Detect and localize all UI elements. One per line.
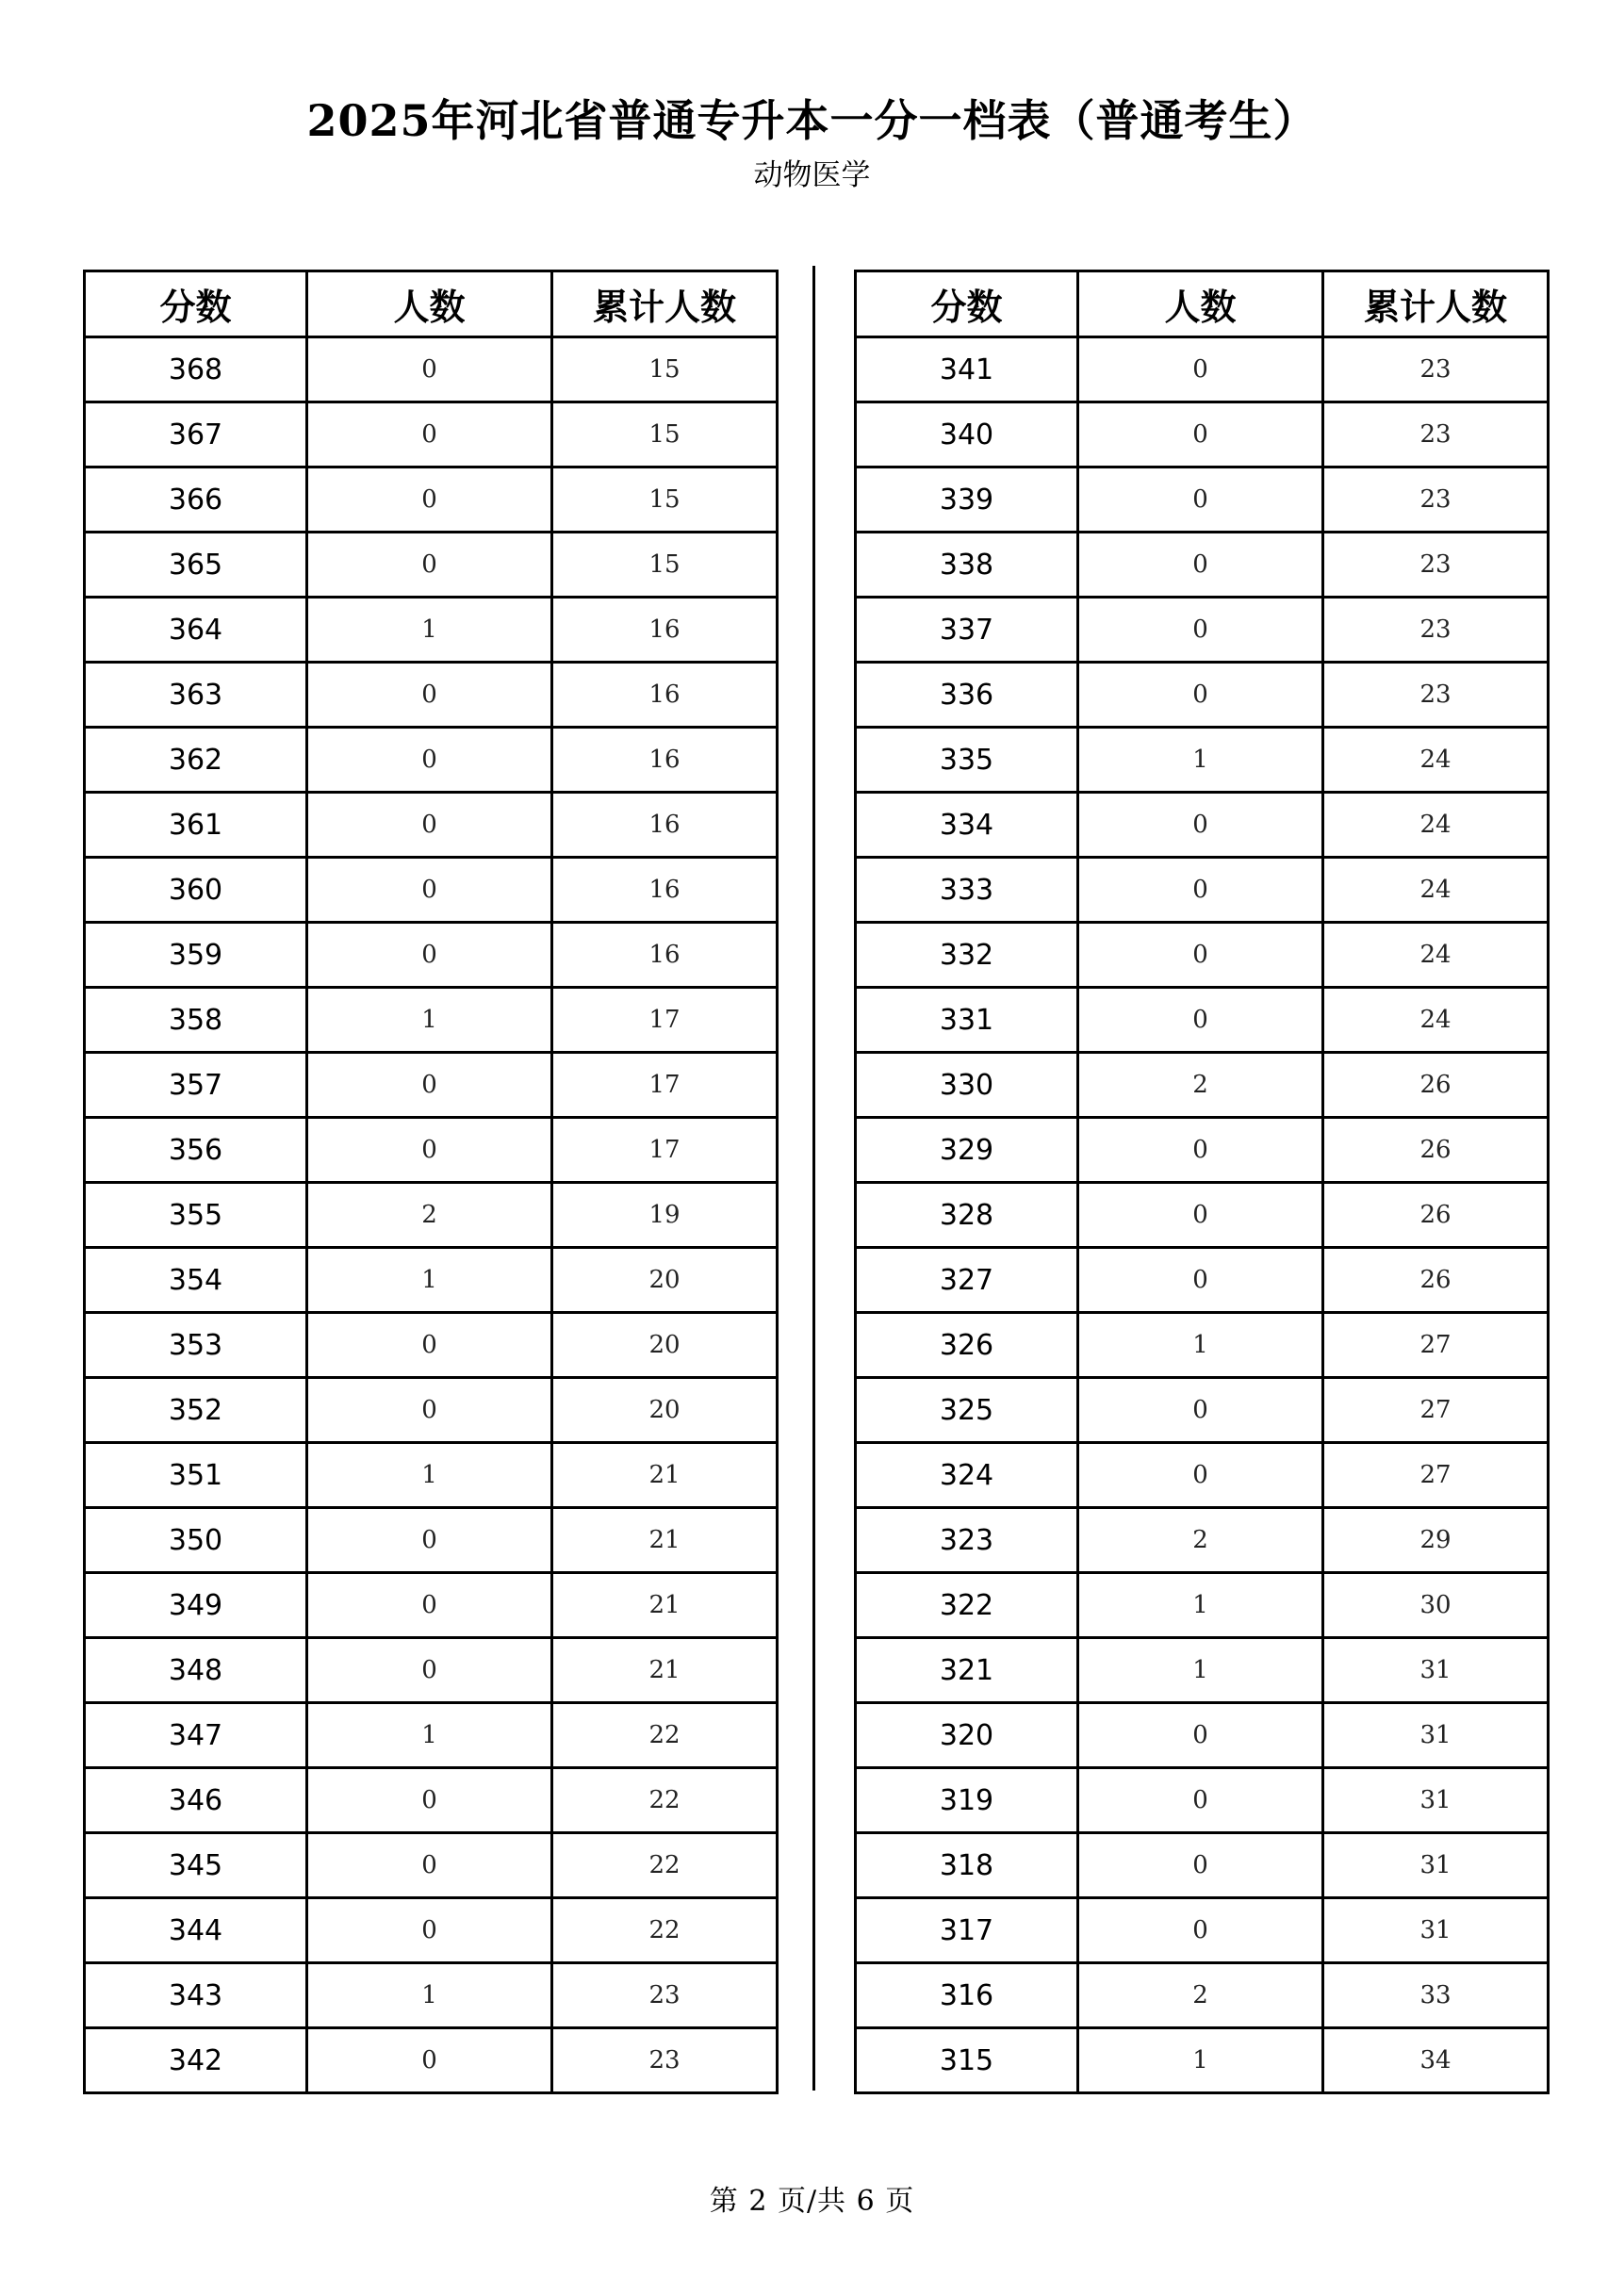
cell-count: 0 (307, 402, 552, 467)
cell-count: 0 (307, 2028, 552, 2093)
cell-score: 344 (85, 1898, 307, 1963)
table-row (856, 1183, 1549, 1248)
cell-cumulative: 23 (1323, 337, 1549, 402)
cell-score: 364 (85, 598, 307, 663)
table-row (85, 337, 778, 402)
cell-cumulative: 17 (552, 1118, 778, 1183)
cell-count: 0 (1078, 1768, 1323, 1833)
table-row (856, 1248, 1549, 1313)
cell-cumulative: 26 (1323, 1248, 1549, 1313)
cell-count: 0 (307, 337, 552, 402)
cell-count: 0 (307, 1898, 552, 1963)
cell-cumulative: 24 (1323, 793, 1549, 858)
table-row (856, 1508, 1549, 1573)
cell-cumulative: 26 (1323, 1183, 1549, 1248)
cell-count: 1 (1078, 2028, 1323, 2093)
cell-count: 0 (1078, 793, 1323, 858)
table-row (85, 1313, 778, 1378)
table-row (856, 1768, 1549, 1833)
cell-count: 0 (307, 923, 552, 988)
cell-score: 336 (856, 663, 1078, 728)
table-row (856, 1833, 1549, 1898)
cell-cumulative: 27 (1323, 1443, 1549, 1508)
cell-cumulative: 27 (1323, 1378, 1549, 1443)
table-row (856, 1573, 1549, 1638)
cell-cumulative: 30 (1323, 1573, 1549, 1638)
cell-count: 0 (1078, 1898, 1323, 1963)
cell-count: 0 (1078, 1248, 1323, 1313)
cell-score: 329 (856, 1118, 1078, 1183)
table-row (85, 858, 778, 923)
cell-count: 0 (1078, 598, 1323, 663)
cell-count: 1 (307, 1443, 552, 1508)
cell-score: 323 (856, 1508, 1078, 1573)
table-row (85, 1638, 778, 1703)
cell-score: 348 (85, 1638, 307, 1703)
table-row (85, 663, 778, 728)
cell-score: 325 (856, 1378, 1078, 1443)
cell-score: 362 (85, 728, 307, 793)
cell-count: 0 (307, 1118, 552, 1183)
cell-count: 0 (1078, 1183, 1323, 1248)
cell-cumulative: 31 (1323, 1703, 1549, 1768)
cell-count: 1 (1078, 1313, 1323, 1378)
table-row (85, 728, 778, 793)
cell-cumulative: 16 (552, 663, 778, 728)
table-row (85, 1378, 778, 1443)
cell-score: 331 (856, 988, 1078, 1053)
table-row (85, 1053, 778, 1118)
cell-score: 358 (85, 988, 307, 1053)
cell-score: 349 (85, 1573, 307, 1638)
cell-cumulative: 22 (552, 1768, 778, 1833)
cell-count: 1 (307, 1248, 552, 1313)
cell-score: 367 (85, 402, 307, 467)
cell-cumulative: 15 (552, 337, 778, 402)
table-row (85, 1118, 778, 1183)
table-row (856, 1963, 1549, 2028)
table-row (856, 1703, 1549, 1768)
table-row (85, 1898, 778, 1963)
cell-cumulative: 16 (552, 793, 778, 858)
table-row (856, 923, 1549, 988)
table-row (856, 1118, 1549, 1183)
table-row (856, 858, 1549, 923)
cell-cumulative: 34 (1323, 2028, 1549, 2093)
table-row (856, 1378, 1549, 1443)
table-row (856, 793, 1549, 858)
score-table-right (854, 270, 1550, 2094)
cell-count: 0 (1078, 923, 1323, 988)
cell-cumulative: 24 (1323, 923, 1549, 988)
cell-cumulative: 20 (552, 1313, 778, 1378)
header-score: 分数 (85, 271, 307, 337)
table-row (856, 663, 1549, 728)
cell-score: 342 (85, 2028, 307, 2093)
table-row (856, 728, 1549, 793)
cell-score: 350 (85, 1508, 307, 1573)
table-row (856, 1638, 1549, 1703)
cell-score: 339 (856, 467, 1078, 533)
cell-count: 0 (1078, 467, 1323, 533)
cell-score: 347 (85, 1703, 307, 1768)
cell-cumulative: 22 (552, 1898, 778, 1963)
table-row (856, 533, 1549, 598)
cell-count: 0 (1078, 402, 1323, 467)
cell-cumulative: 23 (1323, 467, 1549, 533)
cell-cumulative: 17 (552, 988, 778, 1053)
table-header-row (856, 271, 1549, 337)
cell-score: 368 (85, 337, 307, 402)
cell-cumulative: 22 (552, 1703, 778, 1768)
table-row (85, 1768, 778, 1833)
cell-score: 319 (856, 1768, 1078, 1833)
cell-cumulative: 24 (1323, 988, 1549, 1053)
cell-cumulative: 15 (552, 467, 778, 533)
table-row (85, 1183, 778, 1248)
cell-cumulative: 23 (1323, 533, 1549, 598)
score-table-left (83, 270, 779, 2094)
cell-count: 0 (307, 533, 552, 598)
cell-cumulative: 16 (552, 728, 778, 793)
cell-score: 328 (856, 1183, 1078, 1248)
cell-score: 354 (85, 1248, 307, 1313)
cell-count: 1 (307, 988, 552, 1053)
cell-score: 338 (856, 533, 1078, 598)
column-divider (812, 266, 815, 2091)
cell-score: 365 (85, 533, 307, 598)
cell-score: 345 (85, 1833, 307, 1898)
table-row (856, 337, 1549, 402)
cell-score: 355 (85, 1183, 307, 1248)
cell-score: 337 (856, 598, 1078, 663)
cell-count: 0 (307, 728, 552, 793)
cell-score: 321 (856, 1638, 1078, 1703)
cell-cumulative: 23 (1323, 663, 1549, 728)
cell-score: 320 (856, 1703, 1078, 1768)
cell-cumulative: 26 (1323, 1053, 1549, 1118)
table-row (85, 598, 778, 663)
cell-count: 0 (307, 1638, 552, 1703)
cell-count: 0 (1078, 663, 1323, 728)
table-row (85, 533, 778, 598)
cell-count: 0 (307, 1573, 552, 1638)
cell-count: 0 (307, 1768, 552, 1833)
cell-count: 1 (1078, 1638, 1323, 1703)
table-row (85, 2028, 778, 2093)
header-count: 人数 (307, 271, 552, 337)
table-row (85, 1443, 778, 1508)
table-row (85, 1248, 778, 1313)
cell-score: 317 (856, 1898, 1078, 1963)
cell-count: 2 (1078, 1963, 1323, 2028)
cell-score: 316 (856, 1963, 1078, 2028)
cell-count: 2 (1078, 1508, 1323, 1573)
cell-score: 332 (856, 923, 1078, 988)
cell-count: 0 (307, 1053, 552, 1118)
table-row (856, 1443, 1549, 1508)
table-row (85, 793, 778, 858)
cell-score: 353 (85, 1313, 307, 1378)
cell-cumulative: 23 (1323, 598, 1549, 663)
cell-count: 0 (307, 1508, 552, 1573)
cell-count: 0 (1078, 1833, 1323, 1898)
cell-cumulative: 31 (1323, 1768, 1549, 1833)
cell-cumulative: 15 (552, 402, 778, 467)
table-row (85, 402, 778, 467)
table-row (85, 1573, 778, 1638)
page-title: 2025年河北省普通专升本一分一档表（普通考生） (306, 95, 1318, 146)
cell-cumulative: 27 (1323, 1313, 1549, 1378)
cell-count: 0 (307, 1313, 552, 1378)
table-row (856, 988, 1549, 1053)
cell-score: 357 (85, 1053, 307, 1118)
cell-score: 335 (856, 728, 1078, 793)
cell-count: 0 (1078, 988, 1323, 1053)
cell-count: 0 (307, 858, 552, 923)
cell-score: 322 (856, 1573, 1078, 1638)
table-header-row (85, 271, 778, 337)
table-row (85, 1703, 778, 1768)
cell-cumulative: 16 (552, 598, 778, 663)
cell-count: 1 (307, 598, 552, 663)
cell-count: 1 (307, 1703, 552, 1768)
table-row (856, 1053, 1549, 1118)
cell-count: 0 (1078, 1118, 1323, 1183)
cell-score: 343 (85, 1963, 307, 2028)
cell-score: 315 (856, 2028, 1078, 2093)
cell-cumulative: 21 (552, 1508, 778, 1573)
cell-count: 0 (307, 793, 552, 858)
cell-score: 341 (856, 337, 1078, 402)
cell-count: 0 (1078, 337, 1323, 402)
cell-count: 0 (1078, 533, 1323, 598)
cell-score: 366 (85, 467, 307, 533)
table-row (856, 598, 1549, 663)
cell-cumulative: 29 (1323, 1508, 1549, 1573)
cell-cumulative: 24 (1323, 728, 1549, 793)
cell-count: 2 (307, 1183, 552, 1248)
cell-count: 0 (307, 663, 552, 728)
cell-score: 327 (856, 1248, 1078, 1313)
cell-cumulative: 20 (552, 1248, 778, 1313)
cell-score: 340 (856, 402, 1078, 467)
cell-score: 330 (856, 1053, 1078, 1118)
cell-count: 2 (1078, 1053, 1323, 1118)
cell-cumulative: 19 (552, 1183, 778, 1248)
header-cumulative: 累计人数 (1323, 271, 1549, 337)
cell-cumulative: 16 (552, 858, 778, 923)
cell-count: 0 (307, 1378, 552, 1443)
table-row (85, 1508, 778, 1573)
cell-score: 318 (856, 1833, 1078, 1898)
cell-score: 333 (856, 858, 1078, 923)
cell-count: 0 (1078, 1703, 1323, 1768)
cell-count: 0 (307, 467, 552, 533)
cell-count: 0 (1078, 858, 1323, 923)
cell-cumulative: 22 (552, 1833, 778, 1898)
cell-cumulative: 31 (1323, 1638, 1549, 1703)
table-row (85, 1963, 778, 2028)
table-row (856, 1313, 1549, 1378)
cell-cumulative: 20 (552, 1378, 778, 1443)
header-count: 人数 (1078, 271, 1323, 337)
table-row (856, 2028, 1549, 2093)
cell-cumulative: 23 (552, 1963, 778, 2028)
cell-count: 1 (307, 1963, 552, 2028)
cell-cumulative: 15 (552, 533, 778, 598)
table-row (856, 1898, 1549, 1963)
page-footer: 第 2 页/共 6 页 (709, 2185, 915, 2218)
cell-score: 360 (85, 858, 307, 923)
cell-cumulative: 33 (1323, 1963, 1549, 2028)
cell-score: 346 (85, 1768, 307, 1833)
cell-cumulative: 23 (1323, 402, 1549, 467)
cell-score: 359 (85, 923, 307, 988)
cell-cumulative: 26 (1323, 1118, 1549, 1183)
cell-score: 363 (85, 663, 307, 728)
table-row (85, 988, 778, 1053)
header-cumulative: 累计人数 (552, 271, 778, 337)
table-row (85, 923, 778, 988)
cell-score: 324 (856, 1443, 1078, 1508)
cell-cumulative: 17 (552, 1053, 778, 1118)
cell-count: 1 (1078, 728, 1323, 793)
cell-cumulative: 31 (1323, 1833, 1549, 1898)
page-subtitle: 动物医学 (753, 158, 871, 192)
cell-cumulative: 16 (552, 923, 778, 988)
cell-score: 352 (85, 1378, 307, 1443)
table-row (85, 1833, 778, 1898)
cell-count: 0 (1078, 1443, 1323, 1508)
cell-score: 356 (85, 1118, 307, 1183)
cell-count: 1 (1078, 1573, 1323, 1638)
cell-score: 361 (85, 793, 307, 858)
cell-cumulative: 31 (1323, 1898, 1549, 1963)
cell-cumulative: 21 (552, 1573, 778, 1638)
cell-score: 351 (85, 1443, 307, 1508)
table-row (856, 467, 1549, 533)
cell-cumulative: 21 (552, 1443, 778, 1508)
cell-cumulative: 21 (552, 1638, 778, 1703)
table-row (856, 402, 1549, 467)
cell-cumulative: 23 (552, 2028, 778, 2093)
cell-score: 326 (856, 1313, 1078, 1378)
cell-count: 0 (307, 1833, 552, 1898)
cell-score: 334 (856, 793, 1078, 858)
cell-cumulative: 24 (1323, 858, 1549, 923)
table-row (85, 467, 778, 533)
cell-count: 0 (1078, 1378, 1323, 1443)
header-score: 分数 (856, 271, 1078, 337)
